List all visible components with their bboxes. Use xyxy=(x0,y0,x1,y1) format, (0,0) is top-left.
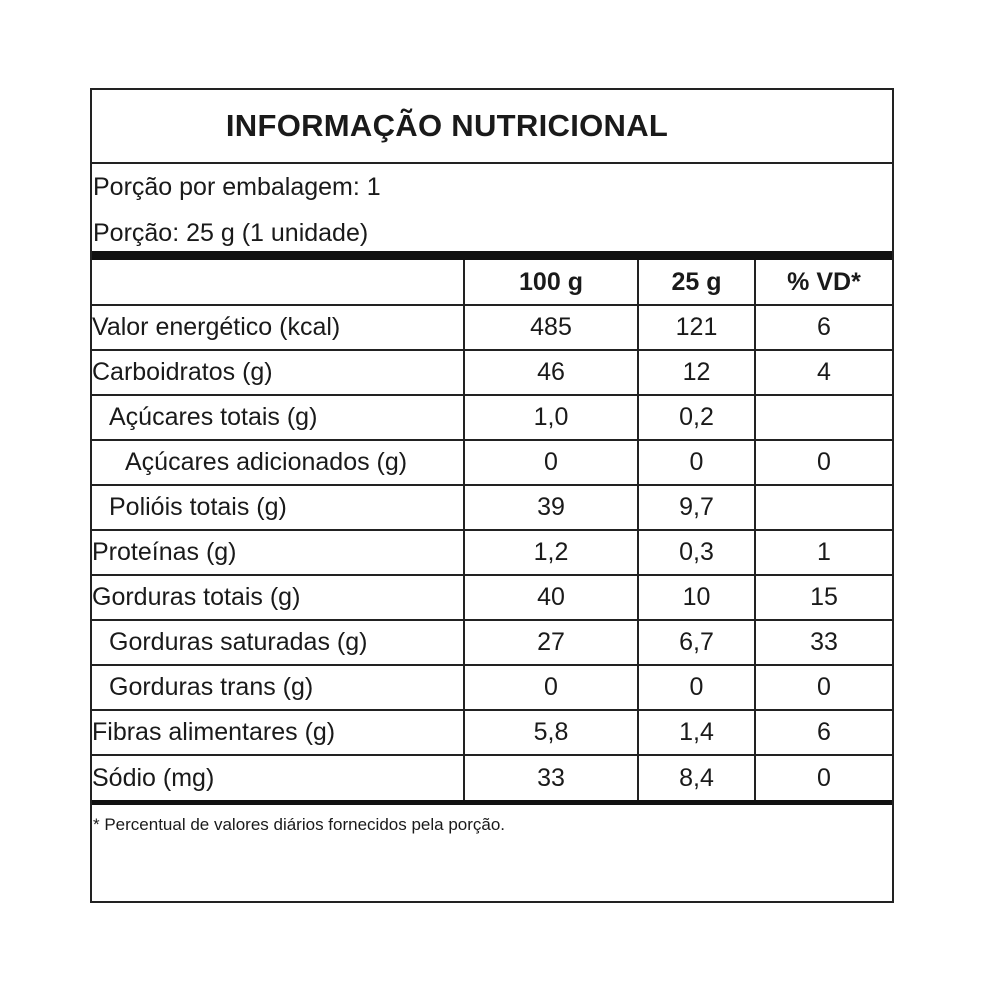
header-row xyxy=(92,260,892,305)
nutrient-name: Fibras alimentares (g) xyxy=(92,710,464,755)
title-box xyxy=(92,90,892,164)
daily-value-percent: 6 xyxy=(755,305,892,350)
value-per-25g: 6,7 xyxy=(638,620,755,665)
table-row xyxy=(92,575,892,620)
table-row xyxy=(92,350,892,395)
value-per-25g: 0,3 xyxy=(638,530,755,575)
value-per-25g: 0 xyxy=(638,665,755,710)
value-per-25g: 8,4 xyxy=(638,755,755,800)
label-title: INFORMAÇÃO NUTRICIONAL xyxy=(225,108,669,143)
daily-value-percent: 1 xyxy=(755,530,892,575)
daily-value-percent: 15 xyxy=(755,575,892,620)
header-vd: % VD* xyxy=(755,260,892,305)
value-per-100g: 46 xyxy=(464,350,638,395)
value-per-100g: 0 xyxy=(464,665,638,710)
table-row xyxy=(92,755,892,800)
daily-value-percent: 0 xyxy=(755,755,892,800)
nutrient-name: Polióis totais (g) xyxy=(92,485,464,530)
daily-value-percent: 0 xyxy=(755,440,892,485)
table-row xyxy=(92,665,892,710)
value-per-25g: 0 xyxy=(638,440,755,485)
header-100g: 100 g xyxy=(464,260,638,305)
table-row xyxy=(92,710,892,755)
daily-value-percent: 33 xyxy=(755,620,892,665)
value-per-100g: 27 xyxy=(464,620,638,665)
table-row xyxy=(92,305,892,350)
nutrition-table xyxy=(92,260,892,800)
value-per-100g: 485 xyxy=(464,305,638,350)
nutrient-name: Proteínas (g) xyxy=(92,530,464,575)
value-per-25g: 10 xyxy=(638,575,755,620)
nutrient-name: Gorduras totais (g) xyxy=(92,575,464,620)
serving-info xyxy=(92,164,892,260)
header-25g: 25 g xyxy=(638,260,755,305)
nutrient-name: Valor energético (kcal) xyxy=(92,305,464,350)
value-per-100g: 1,2 xyxy=(464,530,638,575)
daily-value-percent xyxy=(755,485,892,530)
table-row xyxy=(92,530,892,575)
value-per-25g: 1,4 xyxy=(638,710,755,755)
header-nutrient xyxy=(92,260,464,305)
table-row xyxy=(92,440,892,485)
daily-value-percent: 0 xyxy=(755,665,892,710)
value-per-100g: 1,0 xyxy=(464,395,638,440)
footnote: * Percentual de valores diários fornecidos pela porção. xyxy=(92,800,892,844)
value-per-25g: 12 xyxy=(638,350,755,395)
value-per-25g: 121 xyxy=(638,305,755,350)
value-per-100g: 33 xyxy=(464,755,638,800)
daily-value-percent: 4 xyxy=(755,350,892,395)
table-row xyxy=(92,485,892,530)
table-row xyxy=(92,620,892,665)
nutrient-name: Gorduras trans (g) xyxy=(92,665,464,710)
nutrient-name: Açúcares totais (g) xyxy=(92,395,464,440)
daily-value-percent xyxy=(755,395,892,440)
nutrient-name: Açúcares adicionados (g) xyxy=(92,440,464,485)
value-per-25g: 9,7 xyxy=(638,485,755,530)
value-per-25g: 0,2 xyxy=(638,395,755,440)
nutrient-name: Gorduras saturadas (g) xyxy=(92,620,464,665)
nutrition-facts-label xyxy=(90,88,894,903)
daily-value-percent: 6 xyxy=(755,710,892,755)
value-per-100g: 39 xyxy=(464,485,638,530)
table-row xyxy=(92,395,892,440)
value-per-100g: 0 xyxy=(464,440,638,485)
nutrient-name: Sódio (mg) xyxy=(92,755,464,800)
value-per-100g: 40 xyxy=(464,575,638,620)
servings-per-package: Porção por embalagem: 1 xyxy=(93,173,381,201)
portion-size: Porção: 25 g (1 unidade) xyxy=(93,219,369,247)
nutrient-name: Carboidratos (g) xyxy=(92,350,464,395)
value-per-100g: 5,8 xyxy=(464,710,638,755)
